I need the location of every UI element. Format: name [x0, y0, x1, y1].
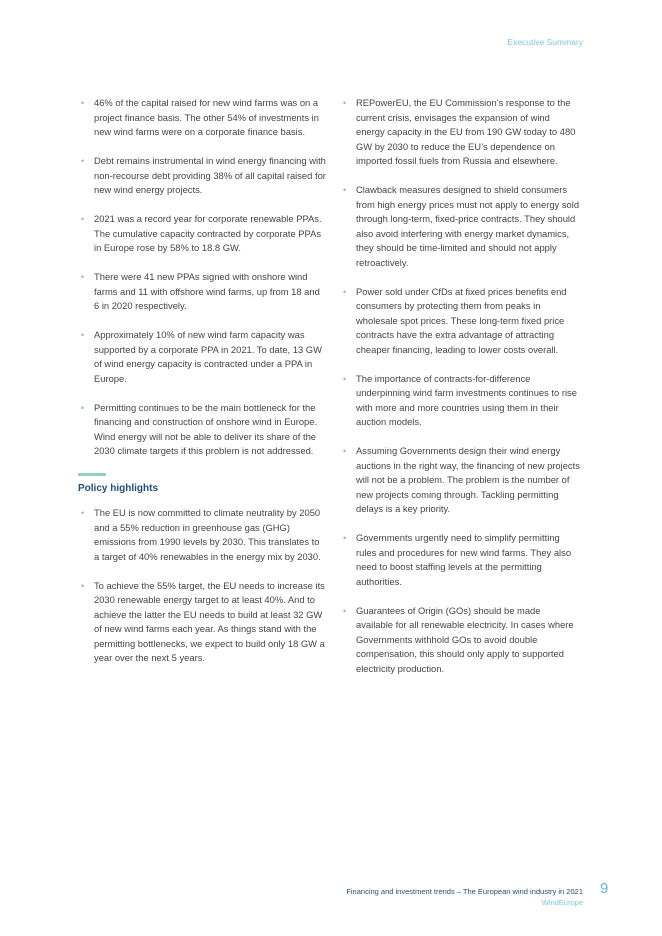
bullet-icon: •: [81, 508, 85, 518]
bullet-icon: •: [81, 580, 85, 591]
bullet-icon: •: [343, 98, 347, 108]
bullet-icon: •: [343, 373, 347, 384]
bullet-icon: •: [81, 214, 85, 224]
list-item: • Debt remains instrumental in wind energy financing with non-recourse debt providing 38% of all capital raised for new wind energy projects.: [81, 155, 326, 195]
list-item: • 46% of the capital raised for new wind farms was on a project finance basis. The other 54% of investments in new wind farms were on a corporate finance basis.: [81, 97, 319, 137]
list-item: • Guarantees of Origin (GOs) should be made available for all renewable electricity. In cases where Governments withhold GOs to avoid double compensation, this should only apply to supported electricity production.: [343, 604, 574, 674]
policy-list: [78, 506, 326, 666]
bullet-icon: •: [343, 605, 347, 616]
bullet-icon: •: [343, 286, 347, 297]
bullet-icon: •: [343, 446, 347, 456]
list-item: • REPowerEU, the EU Commission’s response to the current crisis, envisages the expansion of wind energy capacity in the EU from 190 GW today to 480 GW by 2030 to reduce the EU’s dependence on imported fossil fuels from Russia and elsewhere.: [343, 97, 576, 166]
page-footer: [346, 886, 583, 908]
list-item: • 2021 was a record year for corporate renewable PPAs. The cumulative capacity contracted by corporate PPAs in Europe rose by 58% to 18.8 GW.: [81, 213, 322, 253]
policy-section-heading: [78, 473, 326, 494]
bullet-icon: •: [81, 98, 85, 108]
key-findings-list: [78, 96, 326, 459]
list-item: • Power sold under CfDs at fixed prices benefits end consumers by protecting them from peaks in wholesale spot prices. These long-term fixed price contracts have the extra advantage of attracting cheaper financing, leading to lower costs overall.: [343, 285, 567, 355]
policy-recommendations-list: [340, 96, 580, 676]
bullet-icon: •: [81, 402, 85, 413]
list-item: • The importance of contracts-for-difference underpinning wind farm investments continues to rise with more and more countries using them in their auction models.: [343, 372, 577, 427]
list-item: • There were 41 new PPAs signed with onshore wind farms and 11 with offshore wind farms, up from 18 and 6 in 2020 respectively.: [81, 271, 320, 311]
list-item: • Permitting continues to be the main bottleneck for the financing and construction of onshore wind in Europe. Wind energy will not be able to deliver its share of the 2030 climate targets if this problem is not addressed.: [81, 401, 318, 456]
left-column: [78, 96, 326, 680]
list-item: • Approximately 10% of new wind farm capacity was supported by a corporate PPA in 2021. To date, 13 GW of wind energy capacity is contracted under a PPA in Europe.: [81, 329, 322, 384]
bullet-icon: •: [343, 185, 347, 195]
list-item: • To achieve the 55% target, the EU needs to increase its 2030 renewable energy target to at least 40%. And to achieve the latter the EU needs to build at least 32 GW of new wind farms each year. As things stand with the permitting bottlenecks, we expect to build only 18 GW a year over the next 5 years.: [81, 579, 325, 663]
bullet-icon: •: [343, 533, 347, 543]
publisher-name: WindEurope: [541, 898, 583, 907]
list-item: • The EU is now committed to climate neutrality by 2050 and a 55% reduction in greenhouse gas (GHG) emissions from 1990 levels by 2030. This translates to a target of 40% renewables in the energy mix by 2030.: [81, 507, 321, 562]
bullet-icon: •: [81, 156, 85, 166]
section-accent-bar: [78, 473, 106, 476]
list-item: • Clawback measures designed to shield consumers from high energy prices must not apply to energy sold through long-term, fixed-price contracts. They should also avoid interfering with energy market dynamics, they should be time-limited and should not apply retroactively.: [343, 184, 580, 268]
page-number: 9: [600, 880, 609, 897]
report-title: Financing and investment trends – The European wind industry in 2021: [346, 887, 583, 896]
list-item: • Governments urgently need to simplify permitting rules and procedures for new wind farms. They also need to boost staffing levels at the permitting authorities.: [343, 532, 572, 587]
right-column: [340, 96, 580, 691]
running-header: Executive Summary: [507, 37, 583, 47]
list-item: • Assuming Governments design their wind energy auctions in the right way, the financing of new projects will not be a problem. The problem is the number of new projects coming through. Tackling permitting delays is a key priority.: [343, 445, 580, 514]
section-title: Policy highlights: [78, 483, 159, 494]
bullet-icon: •: [81, 272, 85, 282]
bullet-icon: •: [81, 330, 85, 340]
